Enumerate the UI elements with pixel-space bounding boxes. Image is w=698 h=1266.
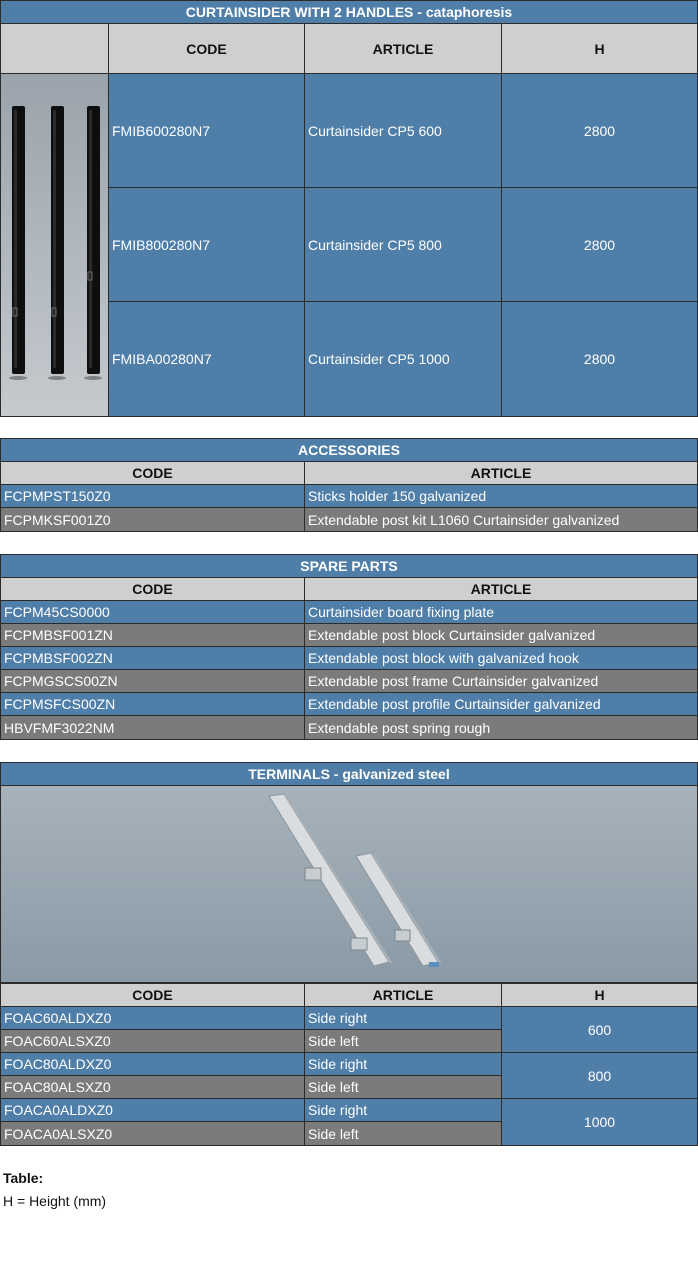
spare-parts-row-5-code: FCPMSFCS00ZN: [0, 692, 305, 716]
accessories-row-1-code: FCPMPST150Z0: [0, 484, 305, 508]
terminals-title: TERMINALS - galvanized steel: [0, 762, 698, 786]
terminals-h-600: 600: [501, 1006, 698, 1053]
terminals-row-1-code: FOAC60ALDXZ0: [0, 1006, 305, 1030]
terminals-row-3-article: Side right: [304, 1052, 502, 1076]
legend-title: Table:: [3, 1170, 44, 1186]
spare-parts-row-3-code: FCPMBSF002ZN: [0, 646, 305, 670]
curtainsider-row-3-h: 2800: [501, 301, 698, 417]
curtainsider-row-2-article: Curtainsider CP5 800: [304, 187, 502, 302]
terminals-row-4-article: Side left: [304, 1075, 502, 1099]
curtainsider-title: CURTAINSIDER WITH 2 HANDLES - cataphoresis: [0, 0, 698, 24]
curtainsider-header-article: ARTICLE: [304, 23, 502, 74]
terminals-row-6-article: Side left: [304, 1121, 502, 1146]
curtainsider-image-header: [0, 23, 109, 74]
spare-parts-row-6-code: HBVFMF3022NM: [0, 715, 305, 740]
terminals-row-1-article: Side right: [304, 1006, 502, 1030]
spare-parts-row-1-article: Curtainsider board fixing plate: [304, 600, 698, 624]
terminals-row-3-code: FOAC80ALDXZ0: [0, 1052, 305, 1076]
spare-parts-title: SPARE PARTS: [0, 554, 698, 578]
accessories-header-article: ARTICLE: [304, 461, 698, 485]
spare-parts-row-2-article: Extendable post block Curtainsider galvanized: [304, 623, 698, 647]
accessories-row-2-article: Extendable post kit L1060 Curtainsider galvanized: [304, 507, 698, 532]
terminals-row-5-code: FOACA0ALDXZ0: [0, 1098, 305, 1122]
terminals-image: [0, 785, 698, 983]
curtainsider-header-h: H: [501, 23, 698, 74]
terminals-row-2-code: FOAC60ALSXZ0: [0, 1029, 305, 1053]
terminals-row-2-article: Side left: [304, 1029, 502, 1053]
curtainsider-row-1-h: 2800: [501, 73, 698, 188]
terminals-header-code: CODE: [0, 983, 305, 1007]
spare-parts-row-1-code: FCPM45CS0000: [0, 600, 305, 624]
curtainsider-row-1-code: FMIB600280N7: [108, 73, 305, 188]
terminals-header-article: ARTICLE: [304, 983, 502, 1007]
terminals-row-6-code: FOACA0ALSXZ0: [0, 1121, 305, 1146]
spare-parts-header-article: ARTICLE: [304, 577, 698, 601]
spare-parts-row-2-code: FCPMBSF001ZN: [0, 623, 305, 647]
curtainsider-row-2-code: FMIB800280N7: [108, 187, 305, 302]
spare-parts-row-4-article: Extendable post frame Curtainsider galvanized: [304, 669, 698, 693]
curtainsider-row-3-article: Curtainsider CP5 1000: [304, 301, 502, 417]
terminals-h-800: 800: [501, 1052, 698, 1099]
spare-parts-row-6-article: Extendable post spring rough: [304, 715, 698, 740]
accessories-row-1-article: Sticks holder 150 galvanized: [304, 484, 698, 508]
spare-parts-row-3-article: Extendable post block with galvanized hook: [304, 646, 698, 670]
accessories-title: ACCESSORIES: [0, 438, 698, 462]
curtainsider-row-1-article: Curtainsider CP5 600: [304, 73, 502, 188]
curtainsider-row-2-h: 2800: [501, 187, 698, 302]
terminals-header-h: H: [501, 983, 698, 1007]
curtainsider-header-code: CODE: [108, 23, 305, 74]
spare-parts-row-4-code: FCPMGSCS00ZN: [0, 669, 305, 693]
terminals-row-4-code: FOAC80ALSXZ0: [0, 1075, 305, 1099]
spare-parts-header-code: CODE: [0, 577, 305, 601]
accessories-header-code: CODE: [0, 461, 305, 485]
curtainsider-posts-image: [0, 73, 109, 417]
legend-line: H = Height (mm): [3, 1193, 107, 1209]
curtainsider-row-3-code: FMIBA00280N7: [108, 301, 305, 417]
terminals-h-1000: 1000: [501, 1098, 698, 1146]
accessories-row-2-code: FCPMKSF001Z0: [0, 507, 305, 532]
terminals-row-5-article: Side right: [304, 1098, 502, 1122]
spare-parts-row-5-article: Extendable post profile Curtainsider galvanized: [304, 692, 698, 716]
